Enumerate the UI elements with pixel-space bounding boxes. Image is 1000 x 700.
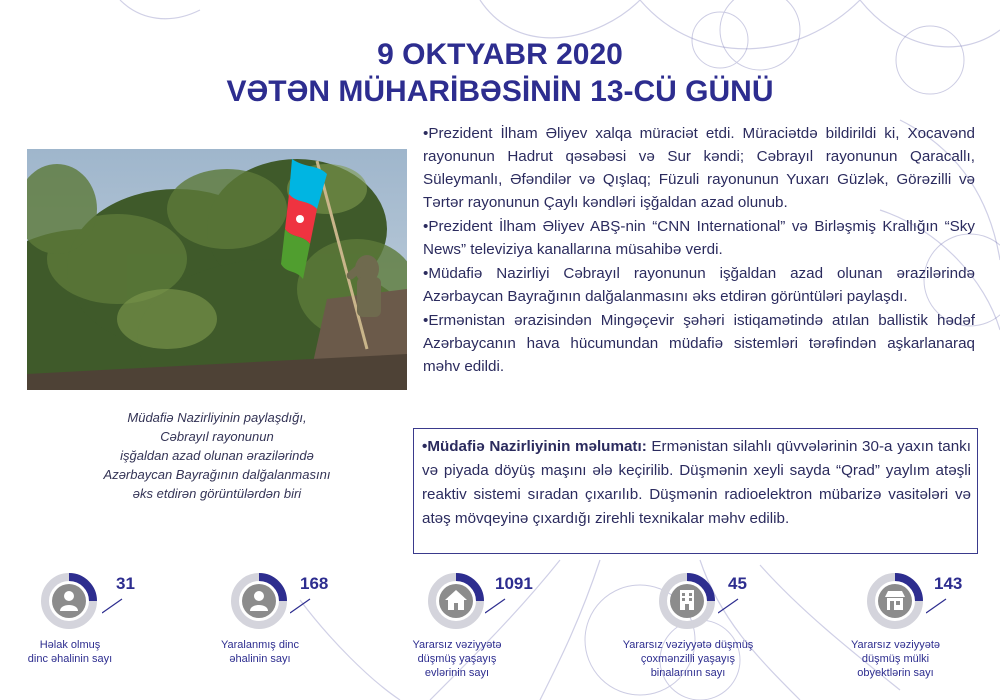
stat-pointer-line [926,598,948,614]
person-icon [245,587,273,615]
info-box-lead: •Müdafiə Nazirliyinin məlumatı: [422,438,647,455]
caption-line: əks etdirən görüntülərdən biri [132,486,302,501]
stat-damaged-houses [412,570,627,690]
stat-label-line: düşmüş mülki [861,653,930,665]
bullet-item: •Ermənistan ərazisindən Mingəçevir şəhəri istiqamətində atılan ballistik hədəf Azərbaycanın hava hücumundan müdafiə sistemləri tərəfindən aşkarlanaraq məhv edildi. [423,312,975,375]
title-date: 9 OKTYABR 2020 [377,38,623,71]
stat-killed-civilians [27,570,240,690]
defense-ministry-info-box [413,428,978,554]
page-title [0,36,1000,110]
stat-value: 143 [934,574,963,593]
info-box-text: Ermənistan silahlı qüvvələrinin 30-a yaxın tankı və piyada döyüş maşını ələ keçirilib. Düşmənin xeyli sayda “Qrad” yaylım atəşli reaktiv sistemi sıradan çıxarılıb. Düşmənin radioelektron mübarizə vasitələri və atəş mövqeyinə çıxardığı zirehli texnikalar məhv edilib. [422,438,971,527]
stat-damaged-civil-objects [850,570,1000,690]
stat-label-line: Yararsız vəziyyətə düşmüş [622,639,754,651]
stat-pointer-line [718,598,740,614]
stat-value: 168 [300,574,329,593]
caption-line: Müdafiə Nazirliyinin paylaşdığı, [127,410,307,425]
stat-damaged-apartment-buildings [622,570,858,690]
stat-label [402,638,512,680]
stat-label-line: düşmüş yaşayış [417,653,497,665]
stat-wounded-civilians [220,570,430,690]
stat-label-line: Həlak olmuş [39,639,101,651]
stat-value: 45 [728,574,747,593]
stat-label [210,638,310,666]
stat-label [20,638,120,666]
photo-caption [28,408,406,503]
news-photo [27,149,407,390]
stat-label-line: əhalinin sayı [229,653,291,665]
stat-label [838,638,953,680]
bullet-item: •Müdafiə Nazirliyi Cəbrayıl rayonunun işğaldan azad olunan ərazilərində Azərbaycan Bayrağının dalğalanmasını əks etdirən görüntüləri paylaşdı. [423,265,975,305]
stat-label-line: Yararsız vəziyyətə [850,639,941,651]
caption-line: işğaldan azad olunan ərazilərində [120,448,314,463]
stat-label [613,638,763,680]
caption-line: Azərbaycan Bayrağının dalğalanmasını [103,467,331,482]
person-icon [55,587,83,615]
stat-label-line: Yaralanmış dinc [220,639,300,651]
stat-value: 1091 [495,574,533,593]
stat-pointer-line [290,598,312,614]
stat-label-line: çoxmənzilli yaşayış [640,653,736,665]
bullet-item: •Prezident İlham Əliyev xalqa müraciət etdi. Müraciətdə bildirildi ki, Xocavənd rayonunun Hadrut qəsəbəsi və Sur kəndi; Cəbrayıl rayonunun Qaracallı, Süleymanlı, Əfəndilər və Qışlaq; Füzuli rayonunun Yuxarı Güzlək, Görəzilli və Tərtər rayonunun Çaylı kəndləri işğaldan azad olunub. [423,125,975,211]
house-icon [442,586,470,614]
bullet-item: •Prezident İlham Əliyev ABŞ-nin “CNN International” və Birləşmiş Krallığın “Sky News” televiziya kanallarına müsahibə verdi. [423,218,975,258]
stat-label-line: evlərinin sayı [424,667,490,679]
stat-pointer-line [485,598,507,614]
caption-line: Cəbrayıl rayonunun [160,429,274,444]
title-subtitle: VƏTƏN MÜHARİBƏSİNİN 13-CÜ GÜNÜ [226,75,774,108]
news-bullets [423,122,975,379]
shop-icon [881,586,909,614]
stat-label-line: dinc əhalinin sayı [27,653,113,665]
stat-pointer-line [102,598,124,614]
flag-raising-photo [27,149,407,390]
stat-label-line: binalarının sayı [650,667,726,679]
stat-label-line: Yararsız vəziyyətə [412,639,502,651]
apartment-building-icon [673,586,701,614]
stat-value: 31 [116,574,135,593]
stat-label-line: obyektlərin sayı [857,667,934,679]
